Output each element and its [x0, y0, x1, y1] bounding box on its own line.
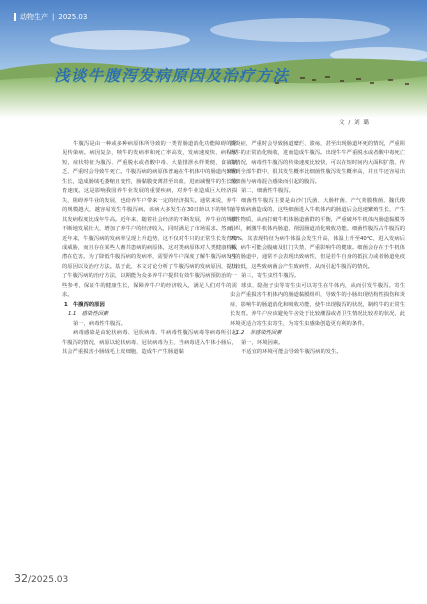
article-author: 文 / 刘 璐: [339, 120, 371, 126]
subsection-heading: 1.2 非感染性因素: [236, 330, 282, 337]
footer-issue: 2025.03: [31, 575, 69, 585]
article-title: 浅谈牛腹泻发病原因及治疗方法: [54, 66, 290, 85]
section-heading: 1 牛腹泻的原因: [64, 301, 105, 308]
page-number: 32: [14, 572, 28, 585]
body-paragraph: 不适宜的环境可能会导致牛腹泻病的发生。: [241, 348, 342, 355]
header-section-name: 动物生产: [20, 13, 48, 21]
body-paragraph: 第二，细菌性牛腹泻。: [241, 188, 294, 195]
header-divider: [14, 13, 16, 21]
body-paragraph: 第一，病毒性牛腹泻。: [73, 320, 126, 327]
left-column: [62, 140, 237, 357]
right-column: [230, 140, 405, 357]
page-footer: [14, 572, 68, 585]
body-paragraph: 第一，环境因素。: [241, 339, 284, 346]
intro-paragraph: 牛腹泻是由一种或多种病原体所导致的一类胃肠道消化功能障碍的常见传染病。病因复杂，犊牛的发病率和死亡率高发，发病速度快，病程较短，症状特征为腹泻、严重脱水或者酸中毒、大量排泄水样粪便、食欲缺乏，严重时会导致牛死亡。牛腹泻病的病原体普遍在牛机体中的肠道内繁殖生长，造成肠绒毛萎缩且变性，肠黏膜变薄甚至出血，进而减慢牛的生长发育速度。这是影响我国养牛业发展的重要疾病，对养牛业造成巨大经济损失，阻碍养牛业的发展，也给养牛户带来一定的经济损失。通常来说，养牛的规模越大，越容易发生牛腹泻病。该病大多发生在30日龄以下的犊牛，其发病程度比成年牛高。近年来，随着社会经济的不断发展，养牛业的规模不断地发展壮大，增加了养牛户的经济收入，同时满足了市场需求。然而，近年来，牛腹泻病的发病率呈现上升趋势，这不仅对牛只的正常生长发育构成威胁，而且存在某些人畜共患病的病原体，这对类病原体对人类健康构成潜在危害。为了降低牛腹泻病的发病率，需要养牛户深度了解牛腹泻病发生的原因以及治疗方法。基于此，本文讨论分析了牛腹泻病的发病原因，提出了牛腹泻病的治疗方法，以期能为众多养牛户提供有效牛腹泻病预防治的一些参考，保证牛的健康生长，保障养牛户的经济收入，满足人们对牛的需求。: [62, 141, 237, 299]
footer-slash: /: [28, 575, 32, 585]
body-paragraph-continued: 膜炎症，严重时会导致肠道糜烂、溃疡，甚至出现肠道坏死的情况，严重阻碍牛的正常消化吸收，进而造成牛腹泻。出现牛牛严重脱水或者酸中毒死亡的情况，病毒性牛腹泻的传染速度比较快，可以在短时间内大面积扩散，传播到全部牛群中，很其发生概率比细菌性腹泻发生概率高，并且牛还容易出现细菌与病毒混合感染而引起的腹泻。: [230, 141, 405, 185]
body-paragraph: 球虫、隐孢子虫等寄生虫可以寄生在牛体内，从而引发牛腹泻。寄生虫会严重损害牛机体内的肠道黏膜组织，导致牛的小肠出现结构性损伤和炎症，影响牛的肠道消化和吸收功能，使牛出现腹泻的状况，制约牛的正常生长发育。养牛户应该避免牛舍处于比较潮湿或者卫生情况比较差的状况，此环境更适合寄生虫寄生，为寄生虫感染创造更有利的条件。: [230, 282, 405, 327]
header-issue: 2025.03: [58, 13, 88, 21]
subsection-heading: 1.1 感染性因素: [68, 311, 109, 318]
body-paragraph: 细菌性牛腹泻主要是由沙门氏菌、大肠杆菌、产气荚膜梭菌、魏氏梭菌等致病菌造成的，这些细菌进入牛机体内的肠道后会迅速繁殖生长，产生毒性物质，从而打破牛机体肠道菌群的平衡，严重破坏牛机体内肠道黏膜等组织，刺激牛机体内肠道，削弱肠道消化吸收功能。细菌性腹泻占牛腹泻的70%，其表现特征为病牛体温会发生升高，体温上升至40℃，进入发病后期，病牛可能会腹痛及肛门失禁，严重影响牛的健康。细菌会存在于牛机体内的肠道中，通常不会表现出致病性，但是若牛自身的抵抗力或者肠道免疫力较低，这些致病菌会产生致病性，从而引起牛腹泻的情况。: [230, 197, 405, 270]
section-header: [14, 12, 87, 22]
body-paragraph: 第三，寄生虫性牛腹泻。: [241, 273, 300, 280]
header-separator: |: [52, 13, 55, 21]
body-paragraph: 病毒感染是由轮状病毒、冠状病毒、牛病毒性腹泻病毒等病毒所引起牛腹泻的情况，病原以轮状病毒、冠状病毒为主，当病毒进入牛体小肠后，其会严重损害小肠绒毛上皮细胞，造成牛产生肠道黏: [62, 330, 237, 355]
